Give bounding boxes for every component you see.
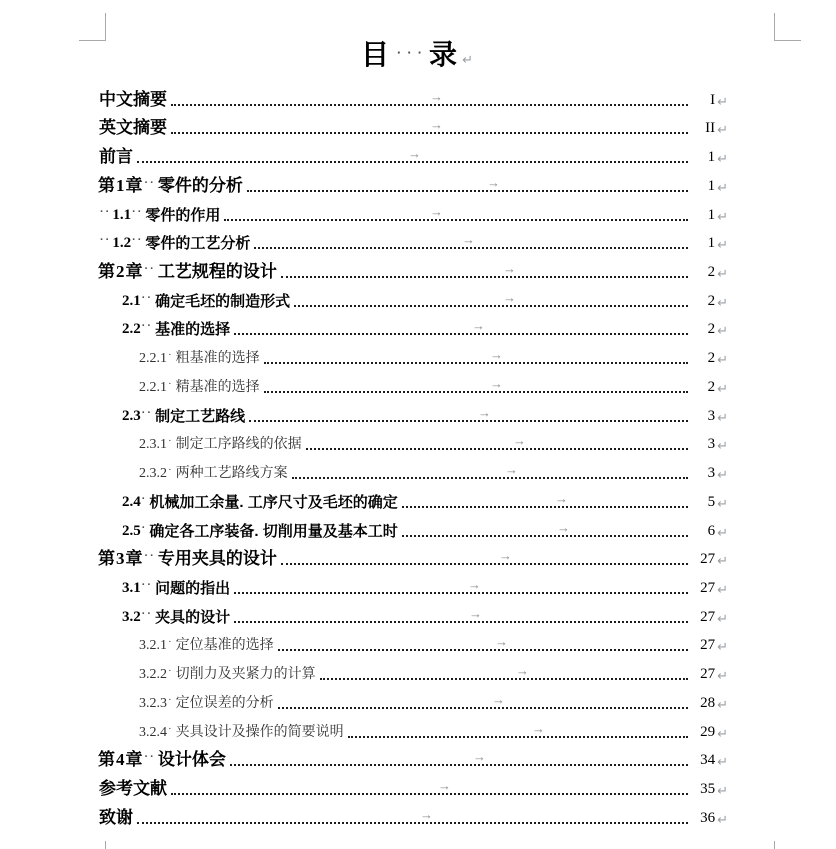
toc-entry-page-number: 34: [700, 752, 716, 769]
dot-leader: [402, 535, 688, 537]
toc-entry-page-number: 5: [707, 493, 716, 510]
paragraph-mark-icon: ↵: [717, 208, 728, 224]
toc-entry-number: 第1章: [98, 175, 144, 195]
text-boundary-mark-bottom-left: [105, 841, 106, 849]
toc-title-text: 录: [429, 39, 460, 70]
toc-entry[interactable]: [98, 686, 728, 715]
toc-entry-title: 零件的工艺分析: [145, 235, 251, 253]
tab-mark-icon: →: [408, 146, 421, 162]
toc-entry[interactable]: [98, 428, 728, 457]
paragraph-mark-icon: ↵: [717, 668, 728, 684]
toc-entry[interactable]: [98, 543, 728, 572]
paragraph-mark-icon: ↵: [717, 754, 728, 770]
dot-leader: [224, 219, 688, 221]
toc-entry-page-number: 27: [700, 666, 716, 683]
tab-mark-icon: →: [505, 462, 518, 478]
toc-entry-number: 2.3.1: [139, 437, 167, 453]
tab-mark-icon: →: [495, 634, 508, 650]
paragraph-mark-icon: ↵: [717, 179, 728, 195]
toc-entry-page-number: 36: [700, 809, 716, 826]
dot-leader: [249, 420, 688, 422]
toc-title-text: 目: [361, 39, 392, 70]
toc-entry-page-number: 27: [700, 579, 716, 596]
toc-entry[interactable]: [98, 485, 728, 514]
tab-mark-icon: →: [420, 806, 433, 822]
dot-leader: [264, 391, 688, 393]
toc-entry[interactable]: [98, 801, 728, 830]
space-marks: ·: [168, 636, 174, 649]
toc-entry[interactable]: [98, 370, 728, 399]
toc-entry-title: 制定工序路线的依据: [175, 437, 302, 453]
dot-leader: [137, 822, 688, 824]
paragraph-mark-icon: ↵: [717, 380, 728, 396]
toc-entry-title: 制定工艺路线: [155, 407, 246, 425]
dot-leader: [234, 621, 688, 623]
tab-mark-icon: →: [516, 663, 529, 679]
toc-entry-number: 2.5: [122, 522, 141, 539]
paragraph-mark-icon: ↵: [717, 725, 728, 741]
toc-entry-page-number: 2: [707, 264, 716, 281]
dot-leader: [278, 707, 688, 709]
space-marks: ··: [141, 406, 154, 419]
toc-entry-title: 机械加工余量. 工序尺寸及毛坯的确定: [149, 493, 398, 511]
text-boundary-mark-bottom-right: [774, 841, 775, 849]
toc-entry-title: 夹具设计及操作的简要说明: [175, 724, 344, 740]
toc-entry-title: 专用夹具的设计: [157, 549, 277, 569]
dot-leader: [402, 506, 688, 508]
tab-mark-icon: →: [492, 691, 505, 707]
tab-mark-icon: →: [487, 174, 500, 190]
space-marks: ·: [141, 521, 148, 534]
toc-entry[interactable]: [98, 514, 728, 543]
toc-entry-page-number: 1: [707, 206, 716, 223]
tab-mark-icon: →: [490, 375, 503, 391]
toc-entry[interactable]: [98, 227, 728, 256]
space-marks: ·: [168, 464, 174, 477]
space-marks: ·: [168, 665, 174, 678]
toc-entry[interactable]: [98, 744, 728, 773]
toc-entry-number: 第4章: [98, 750, 144, 770]
toc-entry-number: 1.2: [112, 235, 132, 252]
tab-mark-icon: →: [430, 88, 443, 104]
toc-entry-title: 设计体会: [157, 750, 226, 770]
toc-entry-title: 确定各工序装备. 切削用量及基本工时: [149, 522, 398, 540]
tab-mark-icon: →: [532, 720, 545, 736]
toc-entry[interactable]: [98, 341, 728, 370]
dot-leader: [320, 678, 688, 680]
space-marks: ··: [141, 607, 154, 620]
toc-entry-page-number: 2: [707, 378, 716, 395]
paragraph-mark-icon: ↵: [717, 696, 728, 712]
toc-entry[interactable]: [98, 198, 728, 227]
tab-mark-icon: →: [555, 490, 568, 506]
toc-entry-page-number: 2: [707, 292, 716, 309]
paragraph-mark-icon: ↵: [717, 811, 728, 827]
toc-entry-page-number: 3: [707, 407, 716, 424]
toc-entry[interactable]: [98, 112, 728, 141]
toc-entry-page-number: 1: [707, 177, 716, 194]
toc-entry-page-number: 27: [700, 608, 716, 625]
toc-entry-title: 中文摘要: [99, 89, 167, 109]
toc-entry[interactable]: [98, 313, 728, 342]
tab-mark-icon: →: [472, 318, 485, 334]
toc-entry-number: 2.2.1: [139, 351, 167, 367]
dot-leader: [292, 477, 688, 479]
tab-mark-icon: →: [478, 404, 491, 420]
dot-leader: [281, 563, 688, 565]
tab-mark-icon: →: [469, 605, 482, 621]
toc-entry-title: 致谢: [99, 807, 133, 827]
toc-entry-page-number: 2: [707, 321, 716, 338]
toc-entry-page-number: 1: [707, 149, 716, 166]
tab-mark-icon: →: [499, 548, 512, 564]
paragraph-mark-icon: ↵: [717, 782, 728, 798]
toc-entry[interactable]: [98, 83, 728, 112]
paragraph-mark-icon: ↵: [717, 639, 728, 655]
toc-entry-number: 2.3.2: [139, 466, 167, 482]
toc-entry-title: 零件的分析: [157, 175, 243, 195]
space-marks: ·: [168, 377, 174, 390]
toc-entry-title: 零件的作用: [145, 206, 221, 224]
toc-entry[interactable]: [98, 657, 728, 686]
toc-entry-page-number: 35: [700, 780, 716, 797]
space-marks: ··: [144, 751, 156, 764]
tab-mark-icon: →: [557, 519, 570, 535]
toc-entry[interactable]: [98, 399, 728, 428]
space-marks: ··: [100, 205, 112, 218]
tab-mark-icon: →: [473, 749, 486, 765]
toc-entry-page-number: 1: [707, 235, 716, 252]
tab-mark-icon: →: [503, 289, 516, 305]
paragraph-mark-icon: ↵: [717, 610, 728, 626]
toc-entry-number: 2.4: [122, 493, 141, 510]
toc-entry-title: 确定毛坯的制造形式: [155, 292, 291, 310]
tab-mark-icon: →: [462, 232, 475, 248]
toc-entry-number: 3.2.2: [139, 667, 167, 683]
space-marks: ·: [168, 693, 174, 706]
tab-mark-icon: →: [503, 261, 516, 277]
paragraph-mark-icon: ↵: [717, 581, 728, 597]
toc-entry-page-number: I: [710, 91, 716, 108]
toc-entry-page-number: 3: [707, 465, 716, 482]
toc-entry-number: 3.2.4: [139, 724, 167, 740]
paragraph-mark-icon: ↵: [462, 52, 475, 67]
dot-leader: [264, 362, 688, 364]
dot-leader: [230, 764, 688, 766]
text-boundary-mark-top-right: [774, 13, 801, 41]
toc-list: [98, 83, 728, 830]
toc-entry-title: 英文摘要: [99, 118, 167, 138]
dot-leader: [171, 793, 688, 795]
toc-entry-title: 定位基准的选择: [175, 638, 274, 654]
toc-entry-number: 2.3: [122, 407, 141, 424]
paragraph-mark-icon: ↵: [717, 352, 728, 368]
space-marks: ··: [144, 550, 156, 563]
toc-entry-number: 2.2: [122, 321, 141, 338]
toc-entry[interactable]: [98, 571, 728, 600]
toc-entry-number: 2.1: [122, 292, 141, 309]
toc-entry[interactable]: [98, 169, 728, 198]
toc-entry[interactable]: [98, 140, 728, 169]
paragraph-mark-icon: ↵: [717, 524, 728, 540]
toc-entry-title: 问题的指出: [155, 579, 231, 597]
toc-entry-number: 2.2.1: [139, 379, 167, 395]
paragraph-mark-icon: ↵: [717, 294, 728, 310]
toc-entry-number: 3.2.3: [139, 695, 167, 711]
tab-mark-icon: →: [430, 203, 443, 219]
dot-leader: [306, 448, 688, 450]
paragraph-mark-icon: ↵: [717, 266, 728, 282]
paragraph-mark-icon: ↵: [717, 495, 728, 511]
toc-entry[interactable]: [98, 456, 728, 485]
tab-mark-icon: →: [438, 777, 451, 793]
space-marks: ··: [132, 205, 144, 218]
space-marks: ··: [141, 578, 154, 591]
space-marks: ··: [132, 234, 144, 247]
toc-entry-title: 粗基准的选择: [175, 351, 260, 367]
paragraph-mark-icon: ↵: [717, 467, 728, 483]
toc-entry[interactable]: [98, 255, 728, 284]
dot-leader: [171, 132, 688, 134]
toc-entry-title: 夹具的设计: [155, 608, 231, 626]
space-marks: ··: [141, 320, 154, 333]
dot-leader: [137, 161, 688, 163]
toc-entry-title: 精基准的选择: [175, 379, 260, 395]
space-marks: ··: [100, 234, 112, 247]
tab-mark-icon: →: [490, 347, 503, 363]
paragraph-mark-icon: ↵: [717, 151, 728, 167]
toc-entry-title: 基准的选择: [155, 321, 231, 339]
toc-entry-page-number: 27: [700, 637, 716, 654]
paragraph-mark-icon: ↵: [717, 323, 728, 339]
toc-entry-number: 3.2.1: [139, 638, 167, 654]
space-marks: ··: [144, 263, 156, 276]
toc-entry-page-number: 27: [700, 551, 716, 568]
toc-entry-page-number: 28: [700, 694, 716, 711]
space-marks: ···: [397, 45, 429, 60]
toc-entry-number: 第3章: [98, 549, 144, 569]
dot-leader: [294, 305, 688, 307]
dot-leader: [234, 333, 688, 335]
toc-entry-page-number: II: [705, 120, 716, 137]
dot-leader: [254, 247, 688, 249]
toc-entry[interactable]: [98, 715, 728, 744]
dot-leader: [281, 276, 688, 278]
toc-entry-page-number: 2: [707, 350, 716, 367]
text-boundary-mark-top-left: [79, 13, 106, 41]
toc-entry-title: 参考文献: [99, 778, 167, 798]
paragraph-mark-icon: ↵: [717, 122, 728, 138]
toc-entry-title: 定位误差的分析: [175, 695, 274, 711]
dot-leader: [234, 592, 688, 594]
tab-mark-icon: →: [430, 117, 443, 133]
toc-entry[interactable]: [98, 600, 728, 629]
space-marks: ·: [168, 722, 174, 735]
dot-leader: [247, 190, 688, 192]
toc-entry-title: 两种工艺路线方案: [175, 466, 288, 482]
toc-entry-number: 1.1: [112, 206, 132, 223]
tab-mark-icon: →: [468, 576, 481, 592]
dot-leader: [171, 104, 688, 106]
space-marks: ··: [141, 291, 154, 304]
paragraph-mark-icon: ↵: [717, 93, 728, 109]
toc-entry-page-number: 6: [707, 522, 716, 539]
toc-entry[interactable]: [98, 629, 728, 658]
space-marks: ·: [168, 435, 174, 448]
space-marks: ·: [168, 349, 174, 362]
dot-leader: [348, 736, 688, 738]
dot-leader: [278, 649, 688, 651]
toc-entry[interactable]: [98, 284, 728, 313]
toc-entry-number: 第2章: [98, 262, 144, 282]
tab-mark-icon: →: [513, 433, 526, 449]
toc-entry-page-number: 3: [707, 436, 716, 453]
paragraph-mark-icon: ↵: [717, 237, 728, 253]
toc-entry-page-number: 29: [700, 723, 716, 740]
space-marks: ·: [141, 492, 148, 505]
toc-entry-number: 3.2: [122, 608, 141, 625]
toc-entry[interactable]: [98, 772, 728, 801]
paragraph-mark-icon: ↵: [717, 553, 728, 569]
paragraph-mark-icon: ↵: [717, 409, 728, 425]
paragraph-mark-icon: ↵: [717, 438, 728, 454]
toc-entry-number: 3.1: [122, 579, 141, 596]
toc-title: [0, 40, 836, 71]
toc-entry-title: 工艺规程的设计: [157, 262, 277, 282]
space-marks: ··: [144, 176, 156, 189]
toc-entry-title: 前言: [99, 147, 133, 167]
toc-entry-title: 切削力及夹紧力的计算: [175, 667, 316, 683]
